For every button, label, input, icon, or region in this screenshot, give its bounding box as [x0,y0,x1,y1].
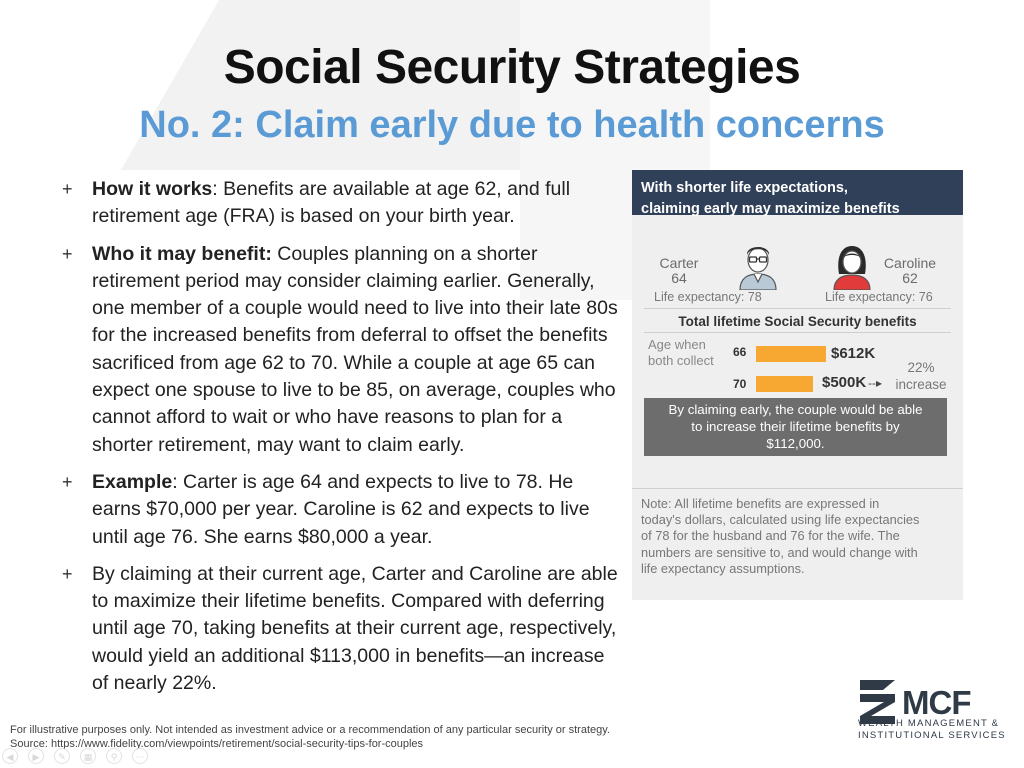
age-when-collect-label [648,337,714,369]
increase-percent [886,359,956,393]
benefit-value-612k: $612K [831,345,876,362]
bullet-text: Couples planning on a shorter retirement period may consider claiming earlier. Generally, one member of a couple would need to live into their late 80s for the increased benefits from deferral to offset the benefits sacrificed from age 62 to 70. While a couple at age 65 can expect one spouse to live to be 85, on average, couples who cannot afford to wait or who have reasons to plan for a shorter retirement, may want to claim early. [92,242,618,456]
caroline-life-expectancy: Life expectancy: 76 [825,290,933,304]
infographic-header-line: claiming early may maximize benefits [641,201,900,217]
caroline-name-block [874,256,946,286]
slides-icon[interactable]: ▦ [80,748,96,764]
plus-icon: + [62,563,73,584]
bullet-label: Who it may benefit: [92,242,272,265]
zoom-icon[interactable]: ⚲ [106,748,122,764]
footer-line: For illustrative purposes only. Not intended as investment advice or a recommendation of any particular security or strategy. [10,724,610,736]
previous-icon[interactable]: ◀ [2,748,18,764]
caroline-name: Caroline [883,255,937,271]
infographic-note [641,496,959,577]
plus-icon: + [62,179,73,199]
note-line: Note: All lifetime benefits are expressed in [641,496,880,511]
carter-age: 64 [671,270,687,286]
bullet-how-it-works [62,176,622,231]
footer-line: Source: https://www.fidelity.com/viewpoints/retirement/social-security-tips-for-couples [10,738,424,750]
note-line: life expectancy assumptions. [641,560,805,576]
bullet-label: How it works [92,178,213,200]
total-benefits-title: Total lifetime Social Security benefits [678,314,917,329]
summary-line: $112,000. [766,436,825,451]
carter-name-block [648,256,710,286]
logo-subtitle-line: WEALTH MANAGEMENT & [858,718,1000,729]
bullet-who-it-may-benefit [62,241,622,459]
slide-subtitle: No. 2: Claim early due to health concerns [139,104,885,146]
divider [644,308,951,309]
bullet-separator: : [172,470,178,493]
slide-title: Social Security Strategies [223,41,801,94]
note-line: of 78 for the husband and 76 for the wife. The [641,528,900,544]
bullet-text: Benefits are available at age 62, and full retirement age (FRA) is based on your birth year. [92,178,571,228]
increase-label: increase [895,377,947,392]
logo-subtitle [858,718,1006,742]
bullet-claiming-result [62,561,622,697]
bullet-label: Example [92,470,173,493]
infographic-header-line: With shorter life expectations, [641,180,848,196]
caroline-age: 62 [902,270,918,286]
man-avatar-icon [734,242,782,290]
age-label-line: both collect [648,353,714,368]
bullet-text: By claiming at their current age, Carter and Caroline are able to maximize their lifetime benefits. Compared with deferring until age 70, taking benefits at their current age, respectively, would yield an additional $113,000 in benefits—an increase of nearly 22%. [92,562,618,695]
benefit-bar-66 [756,346,826,362]
divider [632,488,963,489]
bullet-example [62,469,622,551]
infographic-panel [632,170,963,600]
pen-icon[interactable]: ✎ [54,748,70,764]
carter-life-expectancy: Life expectancy: 78 [654,290,762,304]
logo-name: MCF [902,684,971,721]
footer-disclaimer [10,723,610,751]
more-icon[interactable]: ⋯ [132,748,148,764]
summary-box [644,398,947,456]
slideshow-controls [2,748,222,766]
carter-name: Carter [659,255,699,271]
divider [644,332,951,333]
age-label-line: Age when [648,337,706,352]
summary-line: to increase their lifetime benefits by [691,419,900,434]
next-icon[interactable]: ▶ [28,748,44,764]
row-age-70: 70 [733,377,747,391]
logo-subtitle-line: INSTITUTIONAL SERVICES [858,730,1006,741]
infographic-header [632,170,963,215]
summary-line: By claiming early, the couple would be able [668,402,923,417]
note-line: numbers are sensitive to, and would change with [641,544,918,560]
plus-icon: + [62,471,73,492]
increase-value: 22% [907,360,935,375]
woman-avatar-icon [828,242,876,290]
row-age-66: 66 [733,345,747,359]
bullet-text: Carter is age 64 and expects to live to 78. He earns $70,000 per year. Caroline is 62 and expects to live until age 76. She earns $80,000 a year. [92,470,590,548]
benefit-bar-70 [756,376,813,392]
note-line: today's dollars, calculated using life expectancies [641,512,920,528]
benefit-value-500k: $500K [822,374,867,391]
dashed-arrow-icon: --▸ [868,376,883,390]
bullet-separator: : [212,178,218,200]
plus-icon: + [62,243,73,264]
bullet-list [62,176,622,707]
